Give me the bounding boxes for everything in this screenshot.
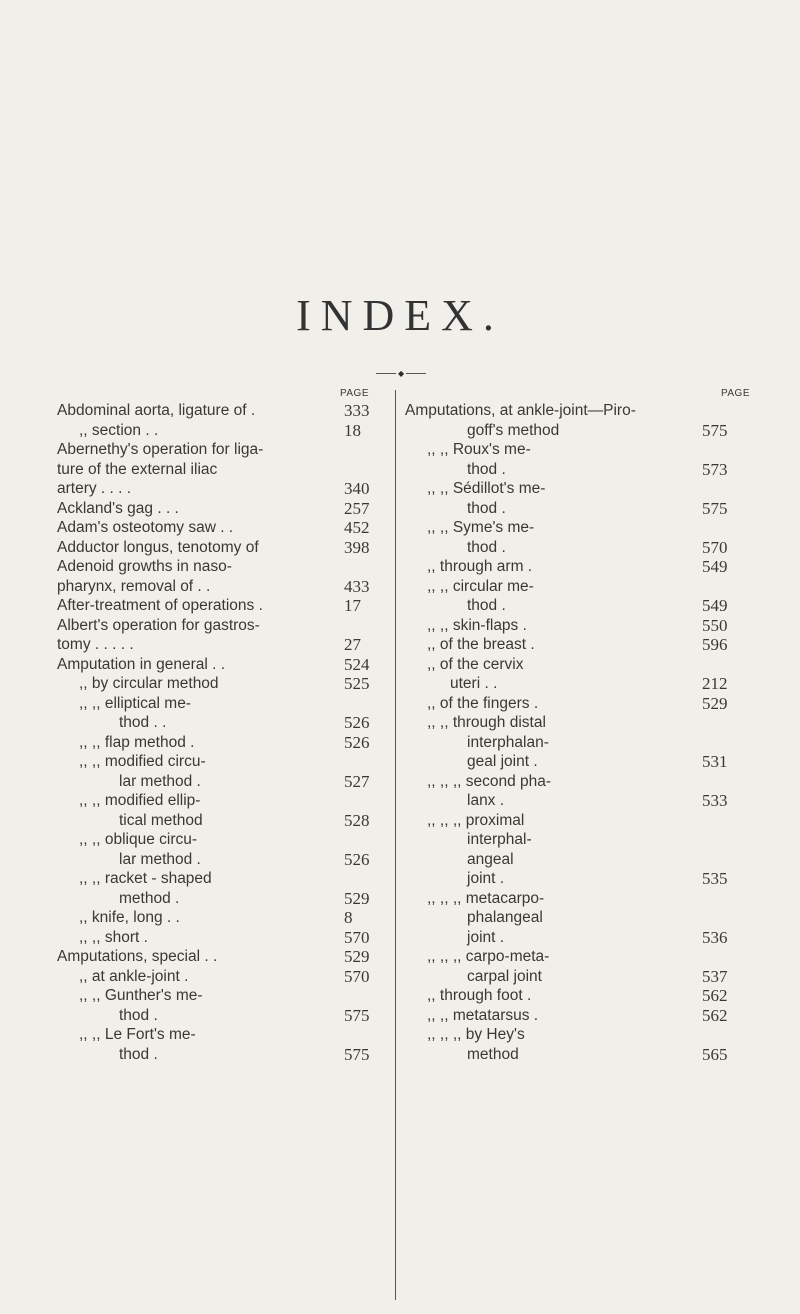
index-entry <box>57 694 387 714</box>
index-entry <box>405 538 750 558</box>
entry-text: ,, ,, elliptical me- <box>79 694 191 712</box>
entry-page-number: 525 <box>344 674 370 693</box>
entry-page-number: 524 <box>344 654 370 674</box>
index-entry <box>57 557 387 577</box>
entry-text: ,, ,, Gunther's me- <box>79 987 203 1004</box>
entry-text: thod . <box>467 499 506 517</box>
entry-text: method . <box>119 889 180 907</box>
index-entry <box>57 499 387 519</box>
entry-text: ,, ,, modified circu- <box>79 753 206 770</box>
index-entry <box>405 908 750 928</box>
index-entry <box>405 791 750 811</box>
index-entry <box>405 694 750 714</box>
entry-text: ,, ,, skin-flaps . <box>427 616 527 634</box>
index-entry <box>57 577 387 597</box>
entry-text: Abdominal aorta, ligature of . <box>57 402 256 419</box>
entry-text: ,, through arm . <box>427 558 533 575</box>
entry-text: method <box>467 1045 519 1063</box>
entry-text: joint . <box>467 870 505 887</box>
index-entry <box>57 1006 387 1026</box>
entry-text: artery . . . . <box>57 480 132 497</box>
index-entry <box>57 1045 387 1065</box>
entry-page-number: 596 <box>702 635 728 654</box>
index-entry <box>57 830 387 850</box>
entry-text: ,, of the cervix <box>427 655 524 673</box>
index-entry <box>57 791 387 811</box>
index-entry <box>405 986 750 1006</box>
page-column-header: PAGE <box>720 388 750 399</box>
index-entry <box>405 811 750 831</box>
index-entry <box>405 928 750 948</box>
index-entry <box>57 421 387 441</box>
index-entry <box>405 1025 750 1045</box>
index-entry <box>57 889 387 909</box>
entry-text: carpal joint <box>467 967 542 985</box>
entry-text: uteri . . <box>450 675 498 692</box>
index-entry <box>405 460 750 480</box>
entry-text: lar method . <box>119 772 201 790</box>
index-column-right <box>405 387 750 1064</box>
entry-text: ,, ,, racket - shaped <box>79 870 212 887</box>
index-entry <box>405 967 750 987</box>
index-entry <box>405 557 750 577</box>
entry-page-number: 529 <box>344 947 370 966</box>
index-entry <box>405 869 750 889</box>
entry-page-number: 528 <box>344 810 370 830</box>
entry-page-number: 526 <box>344 713 370 732</box>
entry-text: Adductor longus, tenotomy of <box>57 538 259 556</box>
index-entry <box>405 1006 750 1026</box>
index-entry <box>57 733 387 753</box>
index-entry <box>57 986 387 1006</box>
entry-page-number: 537 <box>702 966 728 986</box>
entry-page-number: 398 <box>344 537 370 557</box>
page-title: INDEX. <box>296 291 504 340</box>
index-entry <box>57 596 387 616</box>
index-entry <box>57 928 387 948</box>
index-entry <box>405 733 750 753</box>
index-entry <box>57 616 387 636</box>
index-entry <box>57 440 387 460</box>
index-entry <box>405 479 750 499</box>
index-entry <box>405 616 750 636</box>
entry-text: interphal- <box>467 831 532 848</box>
entry-page-number: 562 <box>702 1005 728 1025</box>
entry-text: Adenoid growths in naso- <box>57 558 232 575</box>
entry-text: pharynx, removal of . . <box>57 577 211 595</box>
index-entry <box>405 518 750 538</box>
entry-text: ,, ,, metatarsus . <box>427 1006 539 1024</box>
entry-page-number: 570 <box>702 537 728 557</box>
entry-text: Abernethy's operation for liga- <box>57 441 264 458</box>
entry-text: lar method . <box>119 850 201 868</box>
entry-text: lanx . <box>467 792 505 809</box>
entry-text: ,, ,, Sédillot's me- <box>427 480 546 497</box>
entry-page-number: 531 <box>702 752 728 771</box>
entry-text: ,, ,, flap method . <box>79 733 195 751</box>
entry-page-number: 533 <box>702 791 728 810</box>
entry-text: ,, ,, ,, carpo-meta- <box>427 948 550 965</box>
entry-text: ,, knife, long . . <box>79 909 180 926</box>
entry-page-number: 535 <box>702 869 728 888</box>
entry-page-number: 536 <box>702 927 728 947</box>
index-entry <box>57 460 387 480</box>
entry-page-number: 526 <box>344 849 370 869</box>
index-entry <box>57 908 387 928</box>
entry-text: Amputations, at ankle-joint—Piro- <box>405 402 636 419</box>
entry-text: thod . <box>119 1045 158 1063</box>
entry-text: ,, ,, Roux's me- <box>427 441 531 458</box>
index-entries <box>57 401 387 1064</box>
entry-page-number: 570 <box>344 927 370 947</box>
index-entries <box>405 401 750 1064</box>
entry-text: Ackland's gag . . . <box>57 499 179 517</box>
index-entry <box>57 655 387 675</box>
entry-text: ,, ,, modified ellip- <box>79 792 201 809</box>
entry-text: goff's method <box>467 421 560 439</box>
index-entry <box>405 440 750 460</box>
entry-text: ,, ,, ,, metacarpo- <box>427 889 545 907</box>
entry-text: ,, ,, Le Fort's me- <box>79 1026 196 1043</box>
entry-text: After-treatment of operations . <box>57 597 263 614</box>
entry-page-number: 452 <box>344 518 370 537</box>
entry-page-number: 549 <box>702 557 728 576</box>
entry-page-number: 8 <box>344 908 353 927</box>
entry-text: ,, ,, ,, proximal <box>427 811 525 829</box>
index-entry <box>405 674 750 694</box>
entry-text: ,, ,, Syme's me- <box>427 519 535 536</box>
entry-page-number: 529 <box>702 693 728 713</box>
index-entry <box>405 713 750 733</box>
index-entry <box>57 518 387 538</box>
entry-text: geal joint . <box>467 753 538 770</box>
entry-text: thod . <box>119 1006 158 1024</box>
entry-text: phalangeal <box>467 909 543 926</box>
entry-page-number: 527 <box>344 771 370 791</box>
index-entry <box>405 947 750 967</box>
entry-page-number: 565 <box>702 1044 728 1064</box>
index-entry <box>405 596 750 616</box>
entry-page-number: 257 <box>344 498 370 518</box>
index-entry <box>405 577 750 597</box>
entry-text: ,, ,, ,, second pha- <box>427 772 552 790</box>
index-entry <box>405 830 750 850</box>
column-divider <box>395 390 396 1300</box>
entry-text: ture of the external iliac <box>57 460 218 478</box>
index-entry <box>405 889 750 909</box>
index-entry <box>57 674 387 694</box>
entry-text: angeal <box>467 850 514 868</box>
entry-text: thod . . <box>119 714 167 731</box>
entry-page-number: 575 <box>344 1044 370 1064</box>
index-entry <box>57 752 387 772</box>
index-entry <box>57 850 387 870</box>
entry-page-number: 333 <box>344 401 370 420</box>
entry-text: thod . <box>467 538 506 556</box>
index-entry <box>405 655 750 675</box>
entry-text: Amputation in general . . <box>57 655 226 673</box>
entry-page-number: 17 <box>344 596 361 615</box>
entry-text: Amputations, special . . <box>57 948 218 965</box>
index-entry <box>405 421 750 441</box>
entry-page-number: 575 <box>344 1005 370 1025</box>
entry-page-number: 529 <box>344 888 370 908</box>
page-column-header: PAGE <box>339 388 369 399</box>
entry-text: joint . <box>467 928 505 946</box>
entry-text: interphalan- <box>467 733 549 751</box>
entry-page-number: 27 <box>344 635 361 654</box>
entry-page-number: 433 <box>344 576 370 596</box>
entry-page-number: 18 <box>344 420 361 440</box>
index-entry <box>57 947 387 967</box>
index-entry <box>57 1025 387 1045</box>
index-entry <box>57 869 387 889</box>
entry-text: ,, section . . <box>79 421 159 439</box>
entry-text: ,, at ankle-joint . <box>79 967 189 985</box>
entry-text: thod . <box>467 597 506 614</box>
index-entry <box>405 499 750 519</box>
entry-text: ,, ,, through distal <box>427 714 546 731</box>
index-entry <box>57 967 387 987</box>
index-entry <box>405 401 750 421</box>
index-entry <box>405 635 750 655</box>
index-entry <box>57 538 387 558</box>
entry-text: thod . <box>467 460 506 478</box>
index-entry <box>57 401 387 421</box>
index-entry <box>405 752 750 772</box>
index-entry <box>57 811 387 831</box>
entry-page-number: 550 <box>702 615 728 635</box>
entry-page-number: 573 <box>702 459 728 479</box>
entry-text: ,, through foot . <box>427 987 532 1004</box>
entry-text: ,, by circular method <box>79 675 219 692</box>
index-entry <box>405 772 750 792</box>
entry-text: Adam's osteotomy saw . . <box>57 519 234 536</box>
index-entry <box>405 850 750 870</box>
entry-page-number: 212 <box>702 674 728 693</box>
index-entry <box>57 772 387 792</box>
index-entry <box>405 1045 750 1065</box>
title-ornament: ◆ <box>376 370 426 378</box>
entry-text: ,, of the breast . <box>427 636 535 653</box>
entry-page-number: 562 <box>702 986 728 1005</box>
entry-text: ,, of the fingers . <box>427 694 539 712</box>
entry-text: ,, ,, oblique circu- <box>79 831 198 848</box>
entry-text: ,, ,, ,, by Hey's <box>427 1026 525 1043</box>
entry-page-number: 575 <box>702 498 728 518</box>
index-column-left <box>57 387 387 1064</box>
entry-text: tomy . . . . . <box>57 636 134 653</box>
index-entry <box>57 635 387 655</box>
entry-page-number: 549 <box>702 596 728 615</box>
entry-text: ,, ,, circular me- <box>427 577 534 595</box>
entry-text: ,, ,, short . <box>79 928 148 946</box>
index-entry <box>57 479 387 499</box>
entry-page-number: 570 <box>344 966 370 986</box>
entry-text: tical method <box>119 811 203 829</box>
entry-page-number: 526 <box>344 732 370 752</box>
entry-text: Albert's operation for gastros- <box>57 616 260 634</box>
index-entry <box>57 713 387 733</box>
entry-page-number: 340 <box>344 479 370 498</box>
entry-page-number: 575 <box>702 420 728 440</box>
